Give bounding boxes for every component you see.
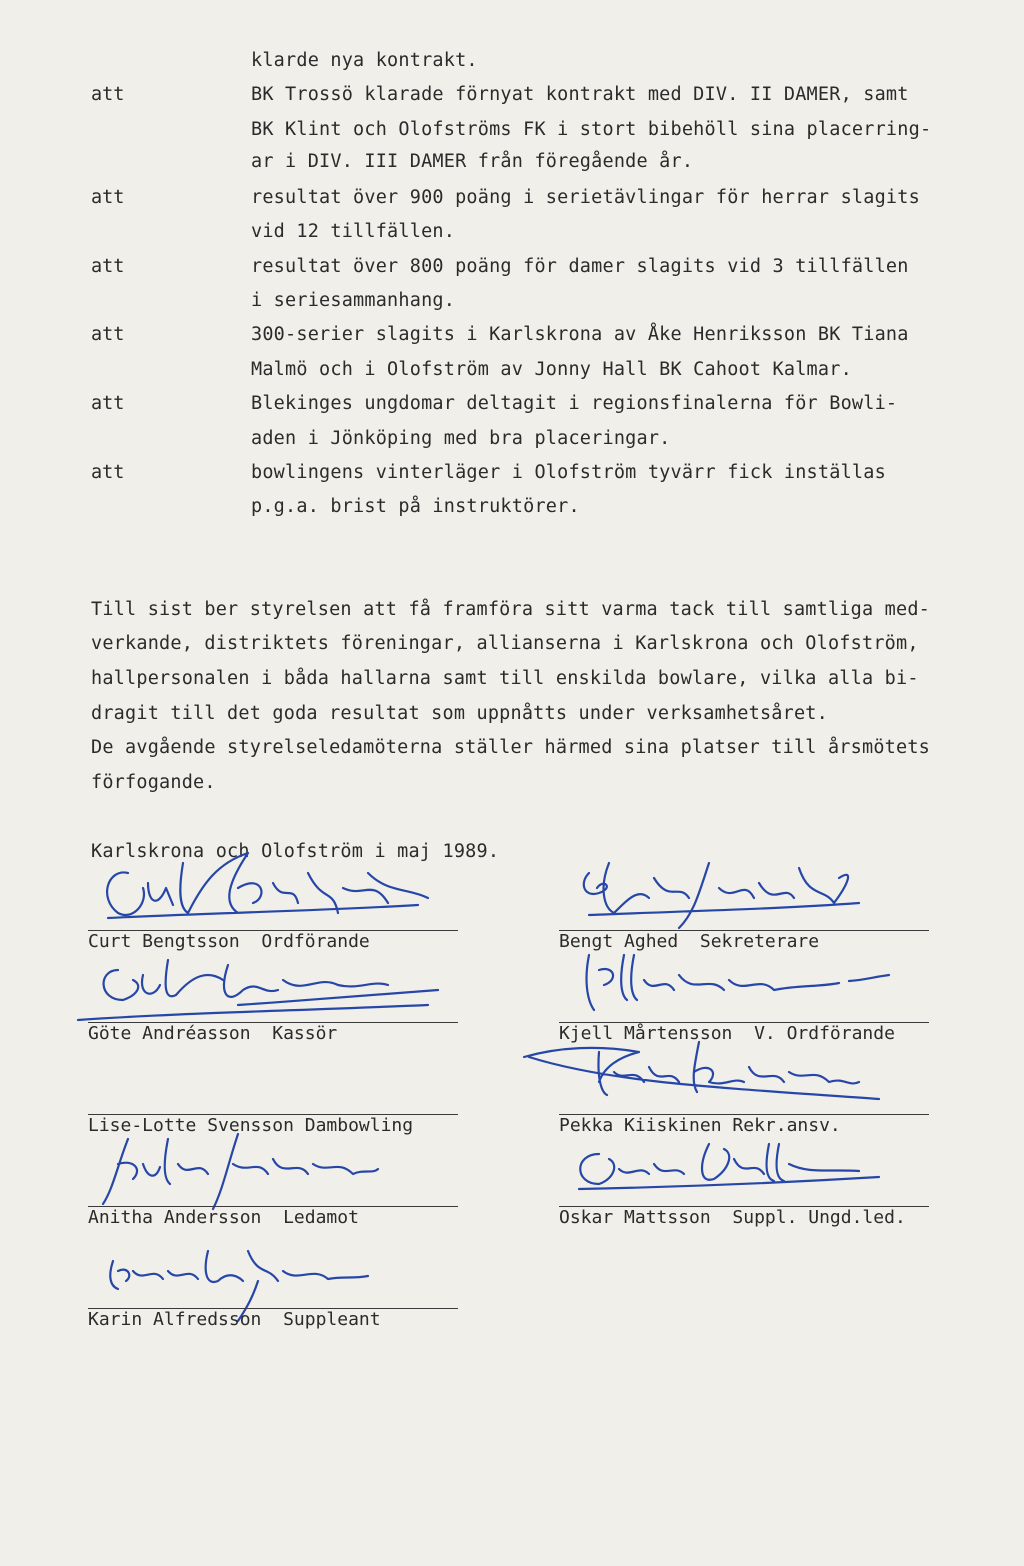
item-line: BK Trossö klarade förnyat kontrakt med DIV. II DAMER, samt <box>251 84 909 105</box>
item-marker: att <box>91 462 125 483</box>
handwritten-signature <box>88 1221 458 1301</box>
signature-block-youth <box>559 1169 929 1229</box>
handwritten-signature <box>559 1119 929 1199</box>
closing-line: dragit till det goda resultat som uppnåtts under verksamhetsåret. <box>91 703 828 724</box>
signatory-label: Lise-Lotte Svensson Dambowling <box>88 1115 414 1136</box>
item-line: p.g.a. brist på instruktörer. <box>251 496 580 517</box>
signatory-label: Göte Andréasson Kassör <box>88 1023 338 1044</box>
item-line: vid 12 tillfällen. <box>251 221 456 242</box>
item-line: klarde nya kontrakt. <box>251 50 478 71</box>
item-marker: att <box>91 84 125 105</box>
item-marker: att <box>91 393 125 414</box>
handwritten-signature <box>88 935 458 1015</box>
signatory-label: Curt Bengtsson Ordförande <box>88 931 370 952</box>
item-line: 300-serier slagits i Karlskrona av Åke Henriksson BK Tiana <box>251 324 909 345</box>
signature-block-substitute <box>88 1271 458 1331</box>
handwritten-signature <box>559 935 929 1015</box>
item-line: aden i Jönköping med bra placeringar. <box>251 428 671 449</box>
closing-line: Till sist ber styrelsen att få framföra sitt varma tack till samtliga med- <box>91 599 931 620</box>
signatory-label: Oskar Mattsson Suppl. Ungd.led. <box>559 1207 906 1228</box>
closing-line: De avgående styrelseledamöterna ställer härmed sina platser till årsmötets <box>91 737 931 758</box>
signatory-label: Pekka Kiiskinen Rekr.ansv. <box>559 1115 841 1136</box>
item-line: bowlingens vinterläger i Olofström tyvärr fick inställas <box>251 462 886 483</box>
item-line: Malmö och i Olofström av Jonny Hall BK Cahoot Kalmar. <box>251 359 852 380</box>
signatory-label: Karin Alfredsson Suppleant <box>88 1309 381 1330</box>
closing-line: hallpersonalen i båda hallarna samt till enskilda bowlare, vilka alla bi- <box>91 668 919 689</box>
handwritten-signature <box>88 1119 458 1199</box>
item-marker: att <box>91 324 125 345</box>
closing-line: förfogande. <box>91 772 216 793</box>
item-marker: att <box>91 256 125 277</box>
place-date: Karlskrona och Olofström i maj 1989. <box>91 841 500 862</box>
handwritten-signature <box>559 1027 929 1107</box>
signature-block-member <box>88 1169 458 1229</box>
signatory-label: Kjell Mårtensson V. Ordförande <box>559 1023 895 1044</box>
item-line: resultat över 900 poäng i serietävlingar för herrar slagits <box>251 187 920 208</box>
signatory-label: Anitha Andersson Ledamot <box>88 1207 359 1228</box>
item-marker: att <box>91 187 125 208</box>
signatory-label: Bengt Aghed Sekreterare <box>559 931 820 952</box>
item-line: ar i DIV. III DAMER från föregående år. <box>251 151 694 172</box>
handwritten-signature <box>559 843 929 923</box>
item-line: i seriesammanhang. <box>251 290 456 311</box>
item-line: Blekinges ungdomar deltagit i regionsfinalerna för Bowli- <box>251 393 898 414</box>
closing-line: verkande, distriktets föreningar, allianserna i Karlskrona och Olofström, <box>91 633 919 654</box>
signature-block-treasurer <box>88 985 458 1045</box>
handwritten-signature <box>88 843 458 923</box>
item-line: BK Klint och Olofströms FK i stort bibehöll sina placerring- <box>251 119 932 140</box>
item-line: resultat över 800 poäng för damer slagits vid 3 tillfällen <box>251 256 909 277</box>
